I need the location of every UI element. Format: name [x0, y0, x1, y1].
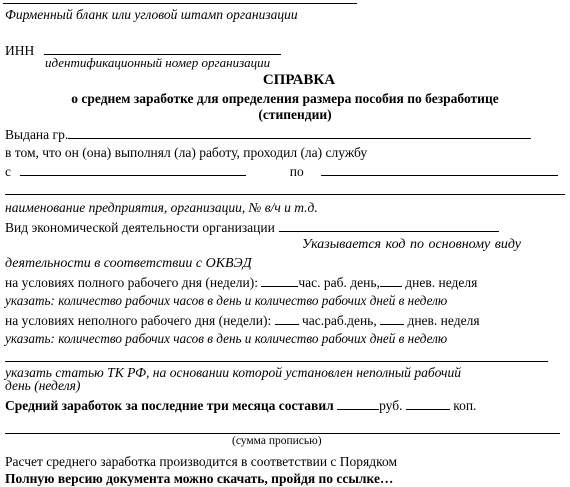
salary-rub-field[interactable]: [337, 398, 379, 410]
issued-to-row: [5, 127, 531, 142]
amount-caption: (сумма прописью): [232, 435, 322, 447]
issued-to-label: Выдана гр.: [5, 127, 69, 142]
tk-article-field[interactable]: [5, 361, 548, 362]
average-salary-row: [5, 398, 476, 413]
inn-field[interactable]: [44, 43, 281, 55]
tk-hint-1: указать статью ТК РФ, на основании которой установлен неполный рабочий: [5, 365, 462, 380]
okved-hint-2: деятельности в соответствии с ОКВЭД: [5, 256, 252, 271]
period-end-field[interactable]: [321, 164, 558, 176]
document-title: СПРАВКА: [262, 72, 336, 88]
okved-hint-1: Указывается код по основному виду: [302, 237, 521, 252]
full-time-days-field[interactable]: [380, 275, 402, 287]
activity-label: Вид экономической деятельности организации: [5, 220, 275, 235]
worked-statement: в том, что он (она) выполнял (ла) работу, проходил (ла) службу: [5, 145, 368, 160]
letterhead-line: [3, 3, 357, 4]
hours-hint-2: указать: количество рабочих часов в день и количество рабочих дней в неделю: [5, 331, 448, 346]
activity-row: [5, 220, 499, 235]
full-time-days-label: днев. неделя: [401, 275, 478, 290]
part-time-days-field[interactable]: [380, 313, 404, 325]
letterhead-caption: Фирменный бланк или угловой штамп организации: [5, 7, 298, 22]
document-subtitle-line2: (стипендии): [258, 107, 332, 122]
period-start-field[interactable]: [20, 164, 246, 176]
to-label: по: [289, 164, 304, 179]
full-time-hours-field[interactable]: [261, 275, 298, 287]
document-subtitle-line1: о среднем заработке для определения размера пособия по безработице: [71, 91, 499, 106]
organization-caption: наименование предприятия, организации, № в/ч и т.д.: [5, 200, 318, 215]
part-time-hours-label: час.раб.день,: [298, 313, 381, 328]
period-row: [5, 164, 558, 179]
full-time-row: [5, 275, 477, 290]
part-time-days-label: днев. неделя: [404, 313, 480, 328]
kop-label: коп.: [449, 398, 477, 413]
hours-hint-1: указать: количество рабочих часов в день и количество рабочих дней в неделю: [5, 293, 448, 308]
full-time-label: на условиях полного рабочего дня (недели):: [5, 275, 262, 290]
from-label: с: [5, 164, 11, 179]
inn-label: ИНН: [5, 43, 35, 58]
full-time-hours-label: час. раб. день,: [298, 275, 380, 290]
average-salary-label: Средний заработок за последние три месяца составил: [5, 398, 338, 413]
tk-hint-2: день (неделя): [5, 378, 81, 393]
part-time-row: [5, 313, 480, 328]
part-time-hours-field[interactable]: [275, 313, 299, 325]
part-time-label: на условиях неполного рабочего дня (недели):: [5, 313, 275, 328]
rub-label: руб.: [379, 398, 406, 413]
calc-statement: Расчет среднего заработка производится в соответствии с Порядком: [5, 454, 398, 469]
activity-field[interactable]: [279, 220, 499, 232]
inn-caption: идентификационный номер организации: [45, 55, 271, 70]
salary-kop-field[interactable]: [406, 398, 450, 410]
download-link[interactable]: Полную версию документа можно скачать, пройдя по ссылке…: [5, 471, 394, 486]
organization-field[interactable]: [5, 194, 565, 195]
recipient-name-field[interactable]: [68, 127, 531, 139]
amount-in-words-field[interactable]: [5, 433, 560, 434]
